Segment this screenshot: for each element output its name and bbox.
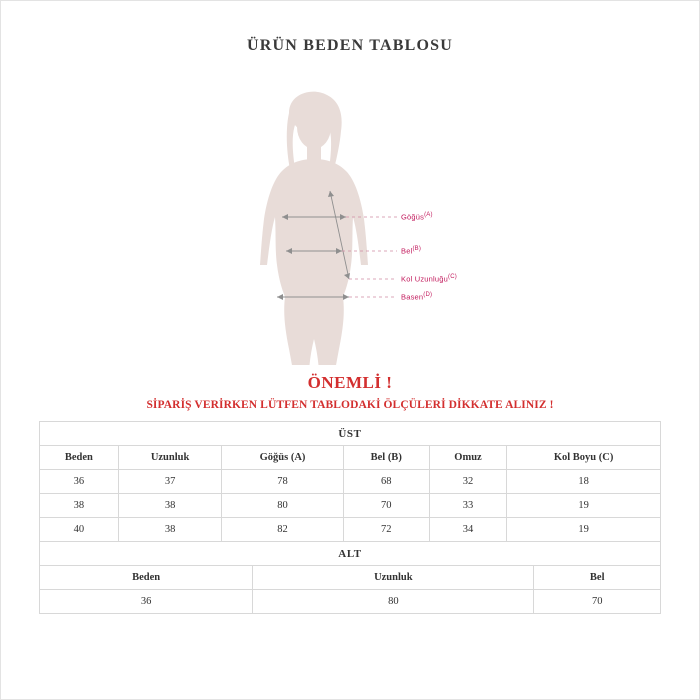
table-row [40, 566, 661, 590]
cell: 80 [222, 494, 343, 518]
page-title: ÜRÜN BEDEN TABLOSU [247, 37, 453, 54]
cell: 19 [507, 494, 661, 518]
cell: 70 [534, 590, 661, 614]
header-cell: Uzunluk [253, 566, 534, 590]
cell: 70 [343, 494, 429, 518]
cell: 18 [507, 470, 661, 494]
cell: 34 [429, 518, 506, 542]
table-row [40, 470, 661, 494]
bottom-section-title: ALT [40, 542, 661, 566]
header-cell: Kol Boyu (C) [507, 446, 661, 470]
table-row [40, 542, 661, 566]
cell: 36 [40, 590, 253, 614]
notice-title: ÖNEMLİ ! [307, 373, 393, 392]
cell: 37 [118, 470, 222, 494]
header-cell: Göğüs (A) [222, 446, 343, 470]
cell: 38 [118, 518, 222, 542]
table-row [40, 590, 661, 614]
cell: 82 [222, 518, 343, 542]
header-cell: Bel [534, 566, 661, 590]
cell: 78 [222, 470, 343, 494]
table-row [40, 446, 661, 470]
top-size-table [39, 421, 661, 542]
tables-section [39, 421, 661, 614]
label-bust: Göğüs$^{(A)}$ [401, 212, 433, 222]
cell: 32 [429, 470, 506, 494]
cell: 68 [343, 470, 429, 494]
label-waist: Bel$^{(B)}$ [401, 246, 422, 256]
header-cell: Beden [40, 446, 119, 470]
table-row [40, 422, 661, 446]
cell: 36 [40, 470, 119, 494]
top-section-title: ÜST [40, 422, 661, 446]
label-hip: Basen$^{(D)}$ [401, 292, 433, 302]
table-row [40, 494, 661, 518]
table-row [40, 518, 661, 542]
cell: 72 [343, 518, 429, 542]
figure-section [1, 65, 699, 365]
important-notice [1, 373, 699, 411]
cell: 38 [118, 494, 222, 518]
cell: 33 [429, 494, 506, 518]
header-cell: Beden [40, 566, 253, 590]
bottom-size-table [39, 541, 661, 614]
cell: 19 [507, 518, 661, 542]
female-silhouette-icon [260, 92, 368, 365]
label-sleeve-length: Kol Uzunluğu$^{(C)}$ [401, 274, 457, 284]
cell: 80 [253, 590, 534, 614]
body-diagram [1, 65, 700, 365]
notice-subtitle: SİPARİŞ VERİRKEN LÜTFEN TABLODAKİ ÖLÇÜLERİ DİKKATE ALINIZ ! [146, 399, 554, 411]
header-cell: Omuz [429, 446, 506, 470]
cell: 40 [40, 518, 119, 542]
header-cell: Bel (B) [343, 446, 429, 470]
header-cell: Uzunluk [118, 446, 222, 470]
cell: 38 [40, 494, 119, 518]
